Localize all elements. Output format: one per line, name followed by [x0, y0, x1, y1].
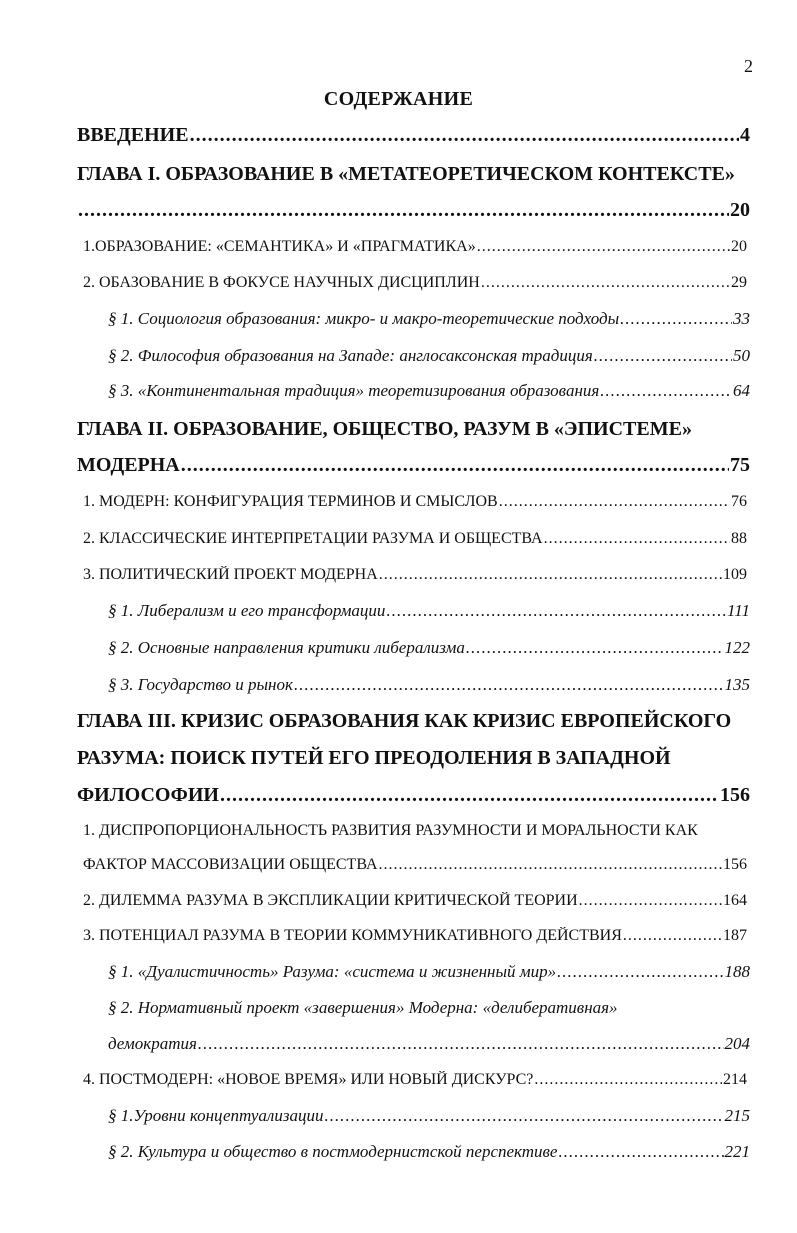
- toc-page-number: 20: [730, 199, 750, 221]
- toc-page-number: 156: [723, 856, 747, 873]
- dot-leader: [190, 124, 739, 147]
- dot-leader: [324, 1106, 723, 1126]
- dot-leader: [623, 927, 722, 945]
- toc-entry-text: 3. ПОТЕНЦИАЛ РАЗУМА В ТЕОРИИ КОММУНИКАТИВНОГО ДЕЙСТВИЯ: [83, 927, 622, 944]
- toc-entry-text: 3. ПОЛИТИЧЕСКИЙ ПРОЕКТ МОДЕРНА: [83, 566, 378, 583]
- dot-leader: [379, 566, 722, 584]
- toc-entry-paragraph-2-3-2: [108, 638, 750, 658]
- toc-entry-text: 4. ПОСТМОДЕРН: «НОВОЕ ВРЕМЯ» ИЛИ НОВЫЙ ДИСКУРС?: [83, 1071, 534, 1088]
- toc-page-number: 221: [724, 1142, 750, 1161]
- toc-section-3-1-title: 1. ДИСПРОПОРЦИОНАЛЬНОСТЬ РАЗВИТИЯ РАЗУМНОСТИ И МОРАЛЬНОСТИ КАК: [83, 822, 698, 839]
- toc-entry-text: § 3. «Континентальная традиция» теоретизирования образования: [108, 381, 600, 400]
- toc-chapter-3-title-line-1: ГЛАВА III. КРИЗИС ОБРАЗОВАНИЯ КАК КРИЗИС ЕВРОПЕЙСКОГО: [77, 710, 732, 732]
- toc-entry-text: § 1. Либерализм и его трансформации: [108, 601, 386, 620]
- toc-entry-section-3-1: [83, 856, 747, 874]
- dot-leader: [220, 784, 719, 807]
- toc-page-number: 122: [724, 638, 750, 657]
- toc-entry-text: МОДЕРНА: [77, 454, 180, 476]
- toc-entry-chapter-3: [77, 784, 750, 807]
- toc-page-number: 164: [723, 892, 747, 909]
- toc-page-number: 76: [731, 493, 747, 510]
- toc-entry-text: 1.ОБРАЗОВАНИЕ: «СЕМАНТИКА» И «ПРАГМАТИКА»: [83, 238, 476, 255]
- toc-entry-text: § 1. «Дуалистичность» Разума: «система и жизненный мир»: [108, 962, 557, 981]
- dot-leader: [544, 530, 730, 548]
- toc-entry-section-1-2: [83, 274, 747, 292]
- toc-entry-text: 2. ОБАЗОВАНИЕ В ФОКУСЕ НАУЧНЫХ ДИСЦИПЛИН: [83, 274, 480, 291]
- dot-leader: [386, 601, 726, 621]
- toc-entry-text: ВВЕДЕНИЕ: [77, 124, 189, 146]
- toc-entry-text: 2. ДИЛЕММА РАЗУМА В ЭКСПЛИКАЦИИ КРИТИЧЕСКОЙ ТЕОРИИ: [83, 892, 578, 909]
- toc-entry-text: § 2. Философия образования на Западе: англосаксонская традиция: [108, 346, 593, 365]
- dot-leader: [481, 274, 730, 292]
- toc-entry-section-2-2: [83, 530, 747, 548]
- toc-entry-section-1-1: [83, 238, 747, 256]
- toc-page-number: 188: [724, 962, 750, 981]
- dot-leader: [379, 856, 722, 874]
- dot-leader: [620, 309, 732, 329]
- dot-leader: [499, 493, 730, 511]
- dot-leader: [558, 1142, 723, 1162]
- toc-page-number: 187: [723, 927, 747, 944]
- toc-entry-text: демократия: [108, 1034, 197, 1053]
- toc-entry-text: § 1.Уровни концептуализации: [108, 1106, 324, 1125]
- toc-entry-paragraph-3-4-2: [108, 1142, 750, 1162]
- toc-entry-paragraph-1-2-2: [108, 346, 750, 366]
- toc-entry-text: § 2. Основные направления критики либерализма: [108, 638, 465, 657]
- toc-page-number: 33: [733, 309, 750, 328]
- toc-entry-chapter-2: [77, 454, 750, 477]
- toc-page-number: 75: [730, 454, 750, 476]
- dot-leader: [181, 454, 729, 477]
- toc-page-number: 64: [733, 381, 750, 400]
- toc-page-number: 4: [740, 124, 750, 146]
- toc-entry-section-2-1: [83, 493, 747, 511]
- toc-entry-paragraph-3-4-1: [108, 1106, 750, 1126]
- toc-entry-text: § 3. Государство и рынок: [108, 675, 293, 694]
- toc-entry-text: 2. КЛАССИЧЕСКИЕ ИНТЕРПРЕТАЦИИ РАЗУМА И ОБЩЕСТВА: [83, 530, 543, 547]
- toc-chapter-1-title: ГЛАВА I. ОБРАЗОВАНИЕ В «МЕТАТЕОРЕТИЧЕСКОМ КОНТЕКСТЕ»: [77, 163, 735, 185]
- toc-page-number: 215: [724, 1106, 750, 1125]
- dot-leader: [579, 892, 722, 910]
- toc-entry-section-2-3: [83, 566, 747, 584]
- toc-page-number: 204: [724, 1034, 750, 1053]
- toc-title: СОДЕРЖАНИЕ: [323, 88, 474, 110]
- toc-entry-text: § 1. Социология образования: микро- и макро-теоретические подходы: [108, 309, 620, 328]
- toc-page-number: 20: [731, 238, 747, 255]
- toc-page-number: 135: [724, 675, 750, 694]
- toc-entry-section-3-3: [83, 927, 747, 945]
- toc-entry-paragraph-2-3-3: [108, 675, 750, 695]
- toc-page-number: 111: [727, 601, 750, 620]
- toc-entry-paragraph-3-3-2: [108, 1034, 750, 1054]
- page-number: 2: [744, 56, 753, 76]
- toc-page-number: 109: [723, 566, 747, 583]
- dot-leader: [198, 1034, 724, 1054]
- dot-leader: [594, 346, 732, 366]
- dot-leader: [600, 381, 732, 401]
- toc-page-number: 50: [733, 346, 750, 365]
- toc-entry-paragraph-1-2-3: [108, 381, 750, 401]
- dot-leader: [78, 199, 729, 222]
- toc-chapter-3-title-line-2: РАЗУМА: ПОИСК ПУТЕЙ ЕГО ПРЕОДОЛЕНИЯ В ЗАПАДНОЙ: [77, 747, 671, 769]
- dot-leader: [466, 638, 724, 658]
- toc-page-number: 214: [723, 1071, 747, 1088]
- toc-entry-introduction: [77, 124, 750, 147]
- toc-page-number: 88: [731, 530, 747, 547]
- dot-leader: [557, 962, 723, 982]
- dot-leader: [534, 1071, 722, 1089]
- toc-entry-section-3-4: [83, 1071, 747, 1089]
- toc-paragraph-3-3-2-title: § 2. Нормативный проект «завершения» Модерна: «делиберативная»: [108, 998, 618, 1017]
- toc-entry-chapter-1: [77, 199, 750, 222]
- toc-entry-paragraph-2-3-1: [108, 601, 750, 621]
- toc-entry-text: ФИЛОСОФИИ: [77, 784, 219, 806]
- dot-leader: [294, 675, 724, 695]
- toc-entry-text: § 2. Культура и общество в постмодернистской перспективе: [108, 1142, 558, 1161]
- dot-leader: [477, 238, 730, 256]
- toc-chapter-2-title: ГЛАВА II. ОБРАЗОВАНИЕ, ОБЩЕСТВО, РАЗУМ В «ЭПИСТЕМЕ»: [77, 418, 692, 440]
- toc-entry-paragraph-1-2-1: [108, 309, 750, 329]
- toc-entry-paragraph-3-3-1: [108, 962, 750, 982]
- toc-page-number: 156: [720, 784, 750, 806]
- toc-entry-text: ФАКТОР МАССОВИЗАЦИИ ОБЩЕСТВА: [83, 856, 378, 873]
- toc-entry-section-3-2: [83, 892, 747, 910]
- toc-entry-text: 1. МОДЕРН: КОНФИГУРАЦИЯ ТЕРМИНОВ И СМЫСЛОВ: [83, 493, 498, 510]
- toc-page-number: 29: [731, 274, 747, 291]
